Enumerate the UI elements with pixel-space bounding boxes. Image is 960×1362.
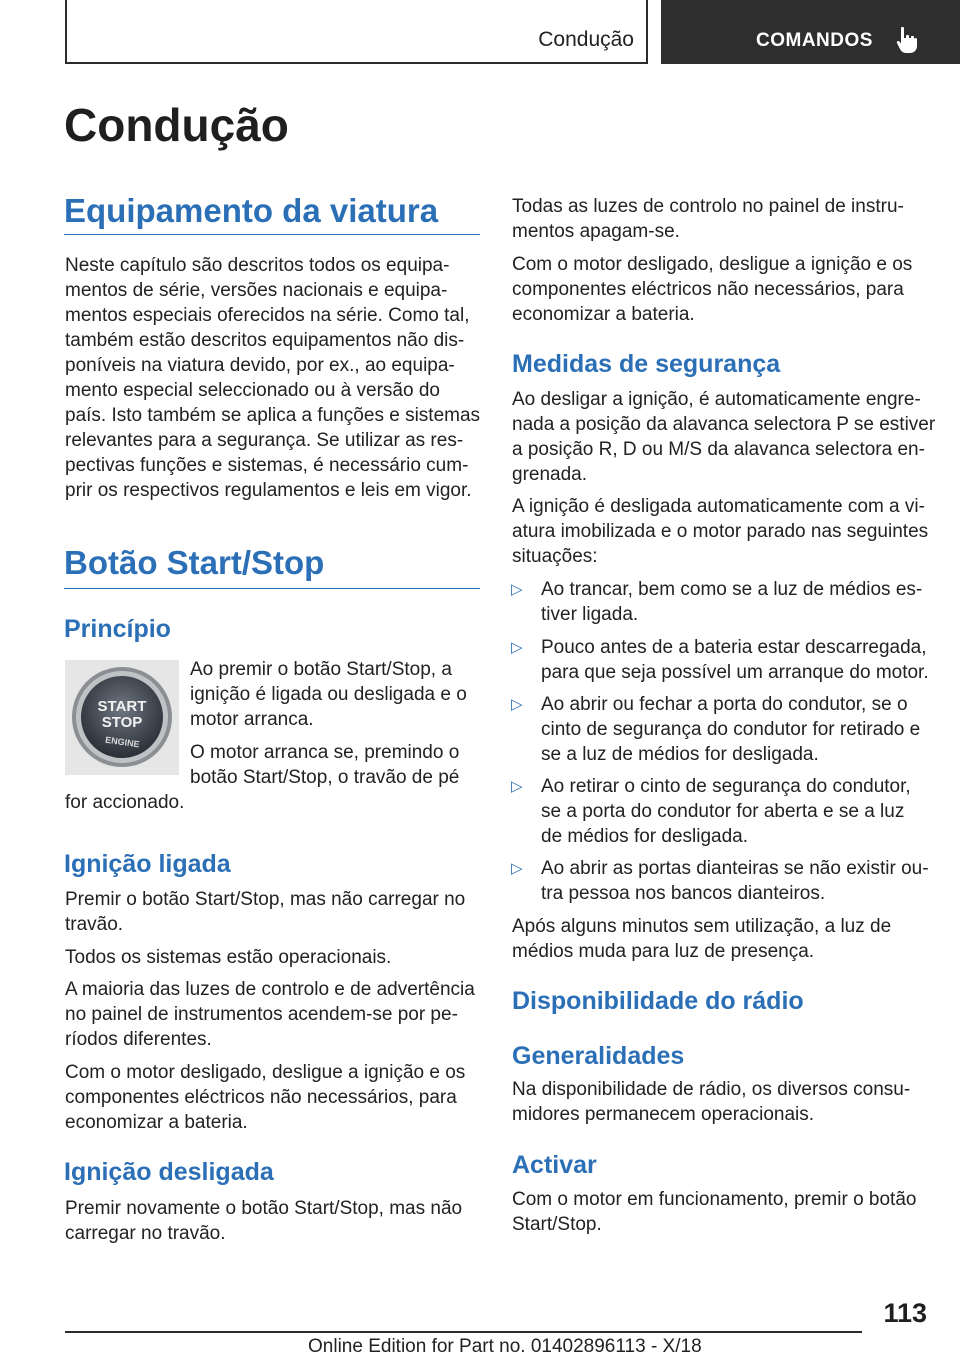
paragraph-ligada-2: Todos os sistemas estão operacionais. [65, 947, 392, 968]
triangle-bullet-icon: ▷ [511, 860, 523, 877]
text-line: Ao desligar a ignição, é automaticamente engre- [512, 389, 921, 410]
text-line: Premir o botão Start/Stop, mas não carregar no [65, 889, 466, 910]
list-item [511, 774, 941, 849]
text-line: para que seja possível um arranque do motor. [541, 662, 929, 683]
text-line: Com o motor desligado, desligue a ignição e os [512, 254, 913, 275]
text-line: Neste capítulo são descritos todos os equipa- [65, 255, 450, 276]
paragraph-ligada-4 [65, 1060, 485, 1135]
paragraph-desligada-1 [65, 1196, 485, 1246]
header-section-label: Condução [538, 28, 634, 51]
text-line: botão Start/Stop, o travão de pé [190, 767, 460, 788]
text-line: midores permanecem operacionais. [512, 1104, 815, 1125]
text-line: Premir novamente o botão Start/Stop, mas não [65, 1198, 463, 1219]
button-stop-text: STOP [101, 714, 143, 731]
header-chapter-box [661, 0, 960, 64]
heading-generalidades: Generalidades [512, 1042, 685, 1070]
button-engine-text: ENGINE [104, 734, 141, 750]
paragraph-principio-1 [190, 657, 480, 732]
paragraph-ligada-3 [65, 977, 485, 1052]
paragraph-equipamento [65, 253, 485, 503]
text-line: se a porta do condutor for aberta e se a luz [541, 801, 905, 822]
text-line: cinto de segurança do condutor for retirado e [541, 719, 921, 740]
text-line: Ao abrir ou fechar a porta do condutor, se o [541, 694, 908, 715]
text-line: país. Isto também se aplica a funções e sistemas [65, 405, 481, 426]
paragraph-medidas-2 [512, 494, 942, 569]
text-line: economizar a bateria. [65, 1112, 248, 1133]
text-line: Ao retirar o cinto de segurança do condutor, [541, 776, 911, 797]
start-stop-button-image [65, 660, 179, 775]
heading-rule [64, 234, 480, 235]
text-line: grenada. [512, 464, 588, 485]
text-line: mentos especiais oferecidos na série. Como tal, [65, 305, 470, 326]
text-line: também estão descritos equipamentos não dis- [65, 330, 465, 351]
paragraph-apos [512, 914, 942, 964]
text-line: Na disponibilidade de rádio, os diversos consu- [512, 1079, 911, 1100]
text-line: a posição R, D ou M/S da alavanca selectora en- [512, 439, 925, 460]
text-line: de médios for desligada. [541, 826, 749, 847]
text-line: situações: [512, 546, 598, 567]
text-line: mentos de série, versões nacionais e equipa- [65, 280, 448, 301]
text-line: Ao abrir as portas dianteiras se não existir ou- [541, 858, 929, 879]
list-item [511, 692, 941, 767]
text-line: Com o motor em funcionamento, premir o botão [512, 1189, 917, 1210]
heading-botao-start-stop: Botão Start/Stop [64, 544, 325, 581]
text-line: economizar a bateria. [512, 304, 695, 325]
start-stop-button-icon [65, 660, 179, 775]
heading-disponibilidade-radio: Disponibilidade do rádio [512, 987, 804, 1015]
text-line: tra pessoa nos bancos dianteiros. [541, 883, 826, 904]
list-item [511, 856, 941, 906]
paragraph-medidas-1 [512, 387, 942, 487]
text-line: mentos apagam-se. [512, 221, 680, 242]
heading-rule [64, 588, 480, 589]
text-line: componentes eléctricos não necessários, para [512, 279, 904, 300]
text-line: Start/Stop. [512, 1214, 602, 1235]
triangle-bullet-icon: ▷ [511, 696, 523, 713]
button-start-text: START [97, 698, 147, 715]
paragraph-right-top-1 [512, 194, 942, 244]
text-line: ríodos diferentes. [65, 1029, 212, 1050]
heading-medidas-seguranca: Medidas de segurança [512, 350, 781, 378]
text-line: Com o motor desligado, desligue a ignição e os [65, 1062, 466, 1083]
text-line: Todas as luzes de controlo no painel de instru- [512, 196, 904, 217]
heading-activar: Activar [512, 1151, 597, 1179]
paragraph-generalidades [512, 1077, 942, 1127]
header-section-box [65, 0, 648, 64]
text-line: carregar no travão. [65, 1223, 226, 1244]
paragraph-right-top-2 [512, 252, 942, 327]
heading-principio: Princípio [64, 615, 171, 643]
text-line: nada a posição da alavanca selectora P se estiver [512, 414, 936, 435]
text-line: motor arranca. [190, 709, 314, 730]
text-line: pectivas funções e sistemas, é necessário cum- [65, 455, 469, 476]
text-line: se a luz de médios for desligada. [541, 744, 819, 765]
list-item [511, 635, 941, 685]
paragraph-activar [512, 1187, 942, 1237]
text-line: A ignição é desligada automaticamente com a vi- [512, 496, 925, 517]
text-line: Ao premir o botão Start/Stop, a [190, 659, 452, 680]
page-number: 113 [883, 1298, 927, 1328]
header-chapter-label: COMANDOS [756, 30, 873, 51]
text-line: relevantes para a segurança. Se utilizar as res- [65, 430, 464, 451]
text-line: ignição é ligada ou desligada e o [190, 684, 467, 705]
footer-edition: Online Edition for Part no. 01402896113 - X/18 [308, 1336, 702, 1357]
text-line: Pouco antes de a bateria estar descarregada, [541, 637, 927, 658]
triangle-bullet-icon: ▷ [511, 581, 523, 598]
page-title: Condução [64, 99, 289, 151]
list-item [511, 577, 941, 627]
text-line: componentes eléctricos não necessários, para [65, 1087, 457, 1108]
text-line: prir os respectivos regulamentos e leis em vigor. [65, 480, 472, 501]
text-line: médios muda para luz de presença. [512, 941, 815, 962]
text-line: A maioria das luzes de controlo e de advertência [65, 979, 475, 1000]
triangle-bullet-icon: ▷ [511, 639, 523, 656]
text-line: Após alguns minutos sem utilização, a luz de [512, 916, 892, 937]
text-line: O motor arranca se, premindo o [190, 742, 460, 763]
paragraph-principio-2 [190, 740, 480, 790]
text-line: poníveis na viatura devido, por ex., ao equipa- [65, 355, 455, 376]
triangle-bullet-icon: ▷ [511, 778, 523, 795]
pointing-hand-icon [896, 26, 918, 54]
text-line: tiver ligada. [541, 604, 639, 625]
paragraph-ligada-1 [65, 887, 485, 937]
heading-ignicao-ligada: Ignição ligada [64, 850, 231, 878]
text-line: Ao trancar, bem como se a luz de médios es- [541, 579, 923, 600]
text-line: mento especial seleccionado ou à versão do [65, 380, 440, 401]
text-line: no painel de instrumentos acendem-se por pe- [65, 1004, 458, 1025]
paragraph-principio-3: for accionado. [65, 792, 185, 813]
footer-rule [65, 1331, 862, 1333]
heading-ignicao-desligada: Ignição desligada [64, 1158, 274, 1186]
heading-equipamento: Equipamento da viatura [64, 192, 439, 229]
text-line: atura imobilizada e o motor parado nas seguintes [512, 521, 929, 542]
text-line: travão. [65, 914, 124, 935]
